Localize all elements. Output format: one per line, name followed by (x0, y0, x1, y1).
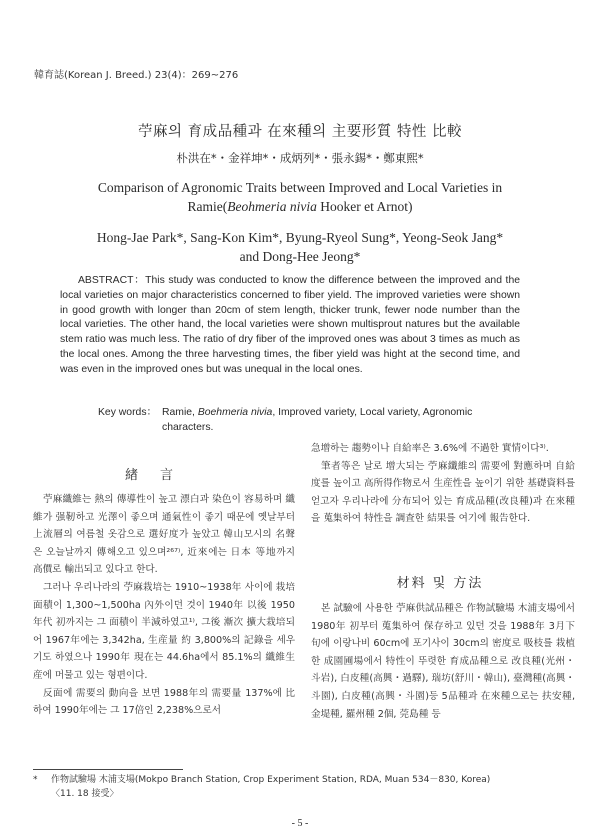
english-authors-line2: and Dong-Hee Jeong* (239, 249, 361, 264)
intro-paragraph-4: 筆者等은 날로 增大되는 苧麻纖維의 需要에 對應하며 自給度를 높이고 高所得作物로서 生産性을 높이기 위한 基礎資料를 얻고자 우리나라에 分布되어 있는 育成品種(改良種)과 在來種을 蒐集하여 特性을 調査한 結果를 여기에 報告한다. (311, 460, 575, 525)
english-title-line2 (60, 197, 540, 216)
keywords (98, 405, 518, 435)
methods-paragraph-1: 본 試驗에 사용한 苧麻供試品種은 作物試驗場 木浦支場에서 1980年 初부터 蒐集하여 保存하고 있던 것을 1988年 3月下旬에 이랑나비 60cm에 포기사이 30cm의 密度로 吸枝를 栽植한 成園圃場에서 特性이 뚜렷한 育成品種으로 改良種(光州・斗岩), 白皮種(高興・過驛), 瑞坊(舒川・韓山), 臺灣種(高興・斗園), 白皮種(高興・斗園)등 5品種과 在來種으로는 扶安種, 金堤種, 羅州種 2個, 莞島種 등 (311, 603, 575, 720)
intro-paragraph-3: 反面에 需要의 動向을 보면 1988年의 需要量 137%에 比하여 1990年에는 그 17倍인 2,238%으로서 (33, 687, 295, 717)
english-title-line1: Comparison of Agronomic Traits between Improved and Local Varieties in (97, 180, 503, 195)
footnote-affiliation: 作物試驗場 木浦支場(Mokpo Branch Station, Crop Experiment Station, RDA, Muan 534－830, Korea) (51, 775, 491, 785)
english-title (60, 178, 540, 216)
footnote-divider (33, 769, 183, 770)
korean-authors: 朴洪在*・金祥坤*・成炳列*・張永錫*・鄭東熙* (176, 151, 424, 165)
footnote-mark: * (33, 775, 38, 785)
footnote-received-date: 〈11. 18 接受〉 (51, 789, 119, 799)
intro-paragraph-2: 그러나 우리나라의 苧麻栽培는 1910~1938年 사이에 栽培面積이 1,300~1,500ha 內外이던 것이 1940年 以後 1950年代 初까지는 그 面積이 半減하였고¹⁾, 그後 漸次 擴大栽培되어 1967年에는 3,342ha, 生産量 約 3,800%의 記錄을 세우기도 하였으나 1990年 現在는 44.6ha에서 85.1%의 纖維生産에 머물고 있는 형편이다. (33, 581, 295, 681)
page-number: - 5 - (291, 818, 309, 829)
keywords-label: Key words： (98, 407, 157, 418)
keywords-after-italic: , Improved variety, Local variety, Agronomic characters. (162, 407, 473, 433)
journal-citation: 韓育誌(Korean J. Breed.) 23(4)：269~276 (34, 70, 239, 81)
intro-paragraph-3-continued: 急增하는 趨勢이나 自給率은 3.6%에 不過한 實情이다³⁾. (311, 443, 549, 454)
english-title-prefix: Ramie( (187, 199, 228, 214)
english-authors-line1: Hong-Jae Park*, Sang-Kon Kim*, Byung-Ryeol Sung*, Yeong-Seok Jang* (96, 230, 504, 245)
english-title-species: Beohmeria nivia (227, 199, 317, 214)
keywords-text (162, 405, 518, 435)
intro-paragraph-1: 苧麻纖維는 熱의 傳導性이 높고 漂白과 染色이 容易하며 纖維가 强靭하고 光澤이 좋으며 通氣性이 좋기 때문에 옛날부터 上流層의 여름철 옷감으로 選好度가 높았고 韓山모시의 名聲은 오늘날까지 傳해오고 있으며²⁶⁷⁾, 近來에는 日本 等地까지 高價로 輸出되고 있다고 한다. (33, 494, 295, 576)
section-heading-materials-methods: 材料 및 方法 (396, 576, 484, 591)
right-column-top (311, 440, 575, 528)
abstract: ABSTRACT：This study was conducted to know the difference between the improved and the local varieties on major characteristics concerned to fiber yield. The improved varieties were shown in good growth with longer than 20cm of stem length, thicker trunk, fewer node number than the local varieties. The other hand, the local varieties were shown multisprout natures but the available stem ratio was much less. The ratio of dry fiber of the improved ones was about 3 times as much as the local ones. Among the three harvesting times, the fiber yield was hight at the second time, and was even in the improved ones but was unequal in the local ones. (60, 275, 520, 375)
english-authors (60, 228, 540, 266)
keywords-species: Boehmeria nivia (197, 407, 273, 418)
footnote (33, 773, 573, 801)
english-title-suffix: Hooker et Arnot) (316, 199, 413, 214)
left-column-body (33, 491, 295, 720)
keywords-before-italic: Ramie, (162, 407, 198, 418)
korean-title: 苧麻의 育成品種과 在來種의 主要形質 特性 比較 (137, 124, 463, 140)
section-heading-introduction: 緖言 (124, 468, 195, 483)
right-column-methods (311, 600, 575, 723)
